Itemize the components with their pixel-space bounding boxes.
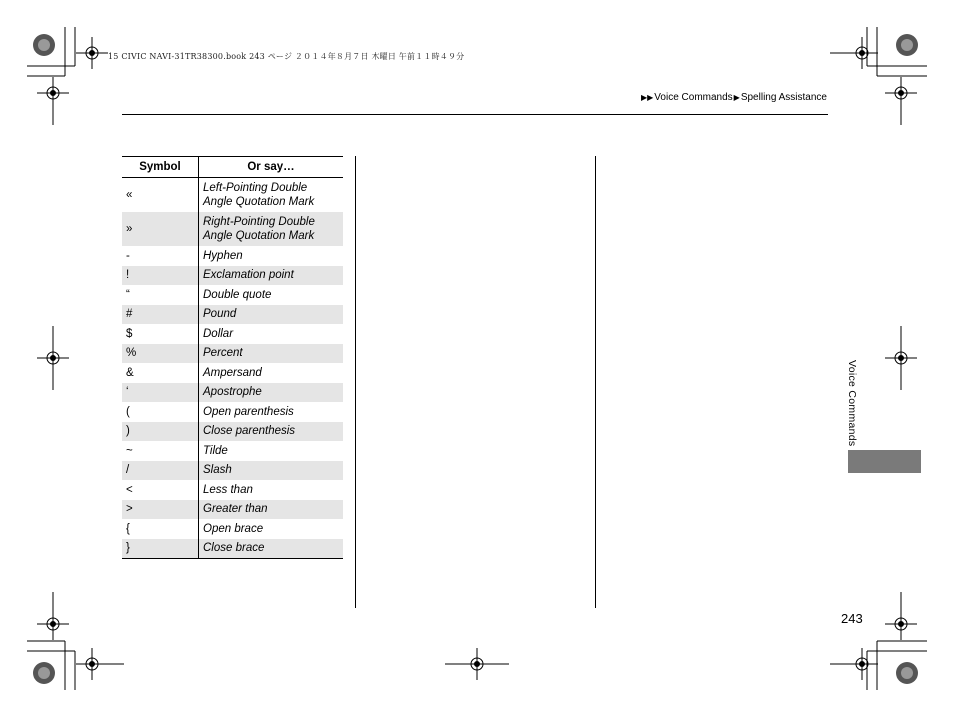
symbol-cell: (: [126, 405, 130, 418]
column-divider-2: [595, 156, 596, 608]
table-row: [122, 344, 343, 364]
table-row: [122, 383, 343, 403]
symbol-cell: &: [126, 366, 134, 379]
table-row: [122, 422, 343, 442]
table-row: [122, 212, 343, 246]
symbol-cell: %: [122, 344, 199, 364]
symbol-cell: -: [126, 249, 130, 262]
say-cell: Close parenthesis: [199, 422, 344, 442]
symbol-cell: ): [122, 422, 199, 442]
symbol-cell: !: [122, 266, 199, 286]
symbol-cell: “: [126, 288, 130, 301]
say-cell: Hyphen: [199, 246, 344, 266]
say-cell: Dollar: [199, 324, 344, 344]
table-row: [122, 402, 343, 422]
say-cell: Slash: [199, 461, 344, 481]
column-divider-1: [355, 156, 356, 608]
header-rule: [122, 114, 828, 115]
table-row: [122, 539, 343, 559]
say-cell: Double quote: [199, 285, 344, 305]
say-cell: Greater than: [199, 500, 344, 520]
table-row: [122, 285, 343, 305]
say-cell: Percent: [199, 344, 344, 364]
print-slug-header: 15 CIVIC NAVI-31TR38300.book 243 ページ ２０１４年８月７日 木曜日 午前１１時４９分: [108, 52, 465, 61]
table-row: [122, 519, 343, 539]
symbol-cell: $: [126, 327, 133, 340]
say-cell: Exclamation point: [199, 266, 344, 286]
say-cell: Left-Pointing Double Angle Quotation Mark: [199, 178, 344, 213]
symbol-cell: »: [122, 212, 199, 246]
breadcrumb-section[interactable]: Voice Commands: [654, 92, 733, 103]
table-header-row: [122, 157, 343, 178]
symbol-cell: {: [126, 522, 130, 535]
symbol-cell: #: [122, 305, 199, 325]
say-cell: Tilde: [199, 441, 344, 461]
symbol-cell: ‘: [122, 383, 199, 403]
say-cell: Less than: [199, 480, 344, 500]
symbol-column-header: Symbol: [122, 157, 199, 178]
table-row: [122, 324, 343, 344]
table-row: [122, 480, 343, 500]
symbol-cell: >: [122, 500, 199, 520]
say-column-header: Or say…: [199, 157, 344, 178]
breadcrumb: [641, 92, 827, 103]
table-row: [122, 178, 343, 213]
symbol-cell: }: [122, 539, 199, 559]
say-cell: Pound: [199, 305, 344, 325]
breadcrumb-lead-marker: ▶▶: [640, 93, 654, 102]
table-row: [122, 441, 343, 461]
symbol-cell: /: [122, 461, 199, 481]
table-row: [122, 461, 343, 481]
breadcrumb-separator: ▶: [733, 93, 740, 102]
say-cell: Open brace: [199, 519, 344, 539]
table-row: [122, 305, 343, 325]
table-row: [122, 266, 343, 286]
page-number: 243: [841, 611, 863, 626]
side-tab-block[interactable]: [848, 450, 921, 473]
symbol-cell: <: [126, 483, 133, 496]
table-row: [122, 246, 343, 266]
symbol-table: [122, 156, 343, 559]
say-cell: Apostrophe: [199, 383, 344, 403]
say-cell: Ampersand: [199, 363, 344, 383]
say-cell: Close brace: [199, 539, 344, 559]
table-row: [122, 500, 343, 520]
symbol-cell: ~: [126, 444, 133, 457]
symbol-cell: «: [126, 188, 133, 201]
table-row: [122, 363, 343, 383]
side-tab-label[interactable]: Voice Commands: [846, 360, 858, 447]
say-cell: Open parenthesis: [199, 402, 344, 422]
breadcrumb-subsection[interactable]: Spelling Assistance: [740, 92, 827, 103]
say-cell: Right-Pointing Double Angle Quotation Mark: [199, 212, 344, 246]
